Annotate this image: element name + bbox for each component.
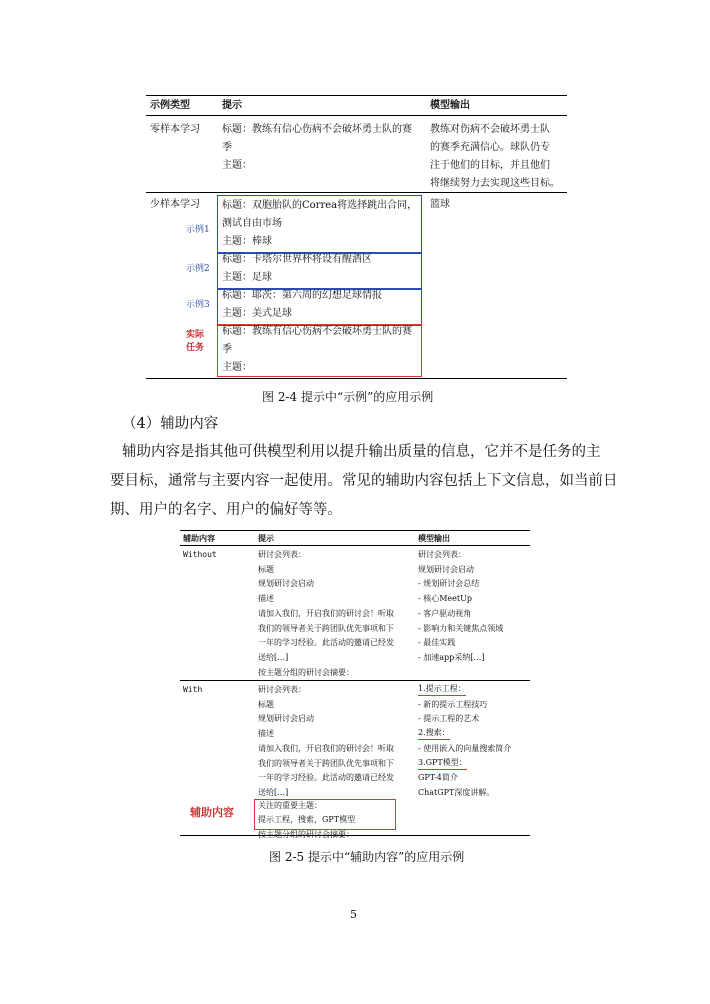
auxiliary-table xyxy=(180,530,530,839)
header-model-output: 模型输出 xyxy=(418,533,450,543)
actual-task-label: 实际 xyxy=(186,330,205,340)
with-output-line: ChatGPT深度讲解。 xyxy=(418,787,495,797)
example-1-line: 主题：棒球 xyxy=(222,236,272,247)
without-output-line: - 加速app采纳[…] xyxy=(418,652,485,662)
figure-caption: 图 2-4 提示中“示例”的应用示例 xyxy=(262,390,434,404)
table-divider xyxy=(146,115,567,116)
without-output-line: - 影响力和关键焦点领域 xyxy=(418,623,504,633)
header-aux-content: 辅助内容 xyxy=(183,533,215,543)
example-3-line: 主题：美式足球 xyxy=(222,308,292,319)
figure-caption: 图 2-5 提示中“辅助内容”的应用示例 xyxy=(269,850,465,864)
with-output-line: - 提示工程的艺术 xyxy=(418,714,480,724)
without-prompt-line: 标题 xyxy=(258,564,274,574)
actual-task-line: 主题： xyxy=(222,362,252,373)
paragraph-line: 辅助内容是指其他可供模型利用以提升输出质量的信息，它并不是任务的主 xyxy=(122,444,601,460)
table-divider xyxy=(180,680,530,681)
with-output-line: 3.GPT模型： xyxy=(418,757,467,770)
with-prompt-line: 研讨会列表： xyxy=(258,685,306,694)
example-2-line: 主题：足球 xyxy=(222,272,272,283)
with-prompt-line: 请加入我们，开启我们的研讨会！听取 xyxy=(258,743,394,753)
without-label: Without xyxy=(183,550,217,559)
header-prompt: 提示 xyxy=(258,533,274,543)
zero-shot-output-line: 将继续努力去实现这些目标。 xyxy=(430,178,560,189)
with-prompt-line: 规划研讨会启动 xyxy=(258,714,314,724)
aux-content-label: 辅助内容 xyxy=(190,806,234,819)
without-prompt-line: 请加入我们，开启我们的研讨会！听取 xyxy=(258,608,394,618)
aux-content-line: 关注的重要主题： xyxy=(258,801,322,810)
without-output-line: - 最佳实践 xyxy=(418,638,456,648)
without-output-line: 研讨会列表： xyxy=(418,550,466,559)
example-1-line: 标题：双胞胎队的Correa将选择跳出合同， xyxy=(222,200,418,211)
without-prompt-line: 规划研讨会启动 xyxy=(258,579,314,589)
examples-table xyxy=(146,95,567,379)
header-prompt: 提示 xyxy=(222,100,242,111)
paragraph-line: 要目标，通常与主要内容一起使用。常见的辅助内容包括上下文信息，如当前日 xyxy=(110,473,618,489)
without-prompt-line: 研讨会列表： xyxy=(258,550,306,559)
actual-task-line: 季 xyxy=(222,344,232,355)
with-prompt-line: 送给[…] xyxy=(258,787,289,797)
without-output-line: 规划研讨会启动 xyxy=(418,564,474,574)
with-output-line: - 使用嵌入的向量搜索简介 xyxy=(418,743,512,753)
section-heading: （4）辅助内容 xyxy=(122,416,219,432)
with-output-line: 1.提示工程： xyxy=(418,683,466,696)
without-prompt-line: 送给[…] xyxy=(258,652,289,662)
few-shot-output: 篮球 xyxy=(430,199,450,210)
zero-shot-prompt-line: 季 xyxy=(222,142,232,153)
with-label: With xyxy=(183,685,203,694)
actual-task-line: 标题：教练有信心伤病不会破坏勇士队的赛 xyxy=(222,326,412,337)
without-output-line: - 规划研讨会总结 xyxy=(418,579,480,589)
example-2-line: 标题：卡塔尔世界杯将设有醒酒区 xyxy=(222,254,372,265)
with-prompt-line: 标题 xyxy=(258,699,274,709)
zero-shot-prompt-line: 主题： xyxy=(222,160,252,171)
with-output-line: 2.搜索： xyxy=(418,727,450,740)
zero-shot-prompt-line: 标题：教练有信心伤病不会破坏勇士队的赛 xyxy=(222,124,412,135)
with-prompt-line: 描述 xyxy=(258,729,274,739)
example-2-label: 示例2 xyxy=(186,264,210,274)
aux-content-line: 提示工程，搜索，GPT模型 xyxy=(258,815,356,824)
header-model-output: 模型输出 xyxy=(430,100,470,111)
with-prompt-line: 我们的领导者关于跨团队优先事项和下 xyxy=(258,758,394,768)
example-3-label: 示例3 xyxy=(186,300,210,310)
without-prompt-line: 按主题分组的研讨会摘要： xyxy=(258,667,354,677)
page-number: 5 xyxy=(350,908,357,921)
paragraph-line: 期、用户的名字、用户的偏好等等。 xyxy=(110,502,342,518)
zero-shot-output-line: 教练对伤病不会破坏勇士队 xyxy=(430,124,550,135)
without-prompt-line: 我们的领导者关于跨团队优先事项和下 xyxy=(258,623,394,633)
few-shot-type: 少样本学习 xyxy=(150,199,200,210)
zero-shot-output-line: 注于他们的目标，并且他们 xyxy=(430,160,550,171)
zero-shot-type: 零样本学习 xyxy=(150,124,200,135)
with-prompt-after: 按主题分组的研讨会摘要： xyxy=(258,830,354,839)
table-divider xyxy=(180,545,530,546)
without-prompt-line: 一年的学习经验。此活动的邀请已经发 xyxy=(258,638,394,648)
actual-task-label: 任务 xyxy=(186,343,205,353)
with-prompt-line: 一年的学习经验。此活动的邀请已经发 xyxy=(258,773,394,783)
with-output-line: - 新的提示工程技巧 xyxy=(418,699,488,709)
example-1-line: 测试自由市场 xyxy=(222,218,282,229)
example-1-label: 示例1 xyxy=(186,225,210,235)
example-3-line: 标题：耶茨：第六周的幻想足球情报 xyxy=(222,290,382,301)
without-output-line: - 核心MeetUp xyxy=(418,594,472,604)
zero-shot-output-line: 的赛季充满信心。球队仍专 xyxy=(430,142,550,153)
header-example-type: 示例类型 xyxy=(150,100,190,111)
with-output-line: GPT-4简介 xyxy=(418,773,458,783)
without-output-line: - 客户驱动视角 xyxy=(418,608,472,618)
without-prompt-line: 描述 xyxy=(258,594,274,604)
